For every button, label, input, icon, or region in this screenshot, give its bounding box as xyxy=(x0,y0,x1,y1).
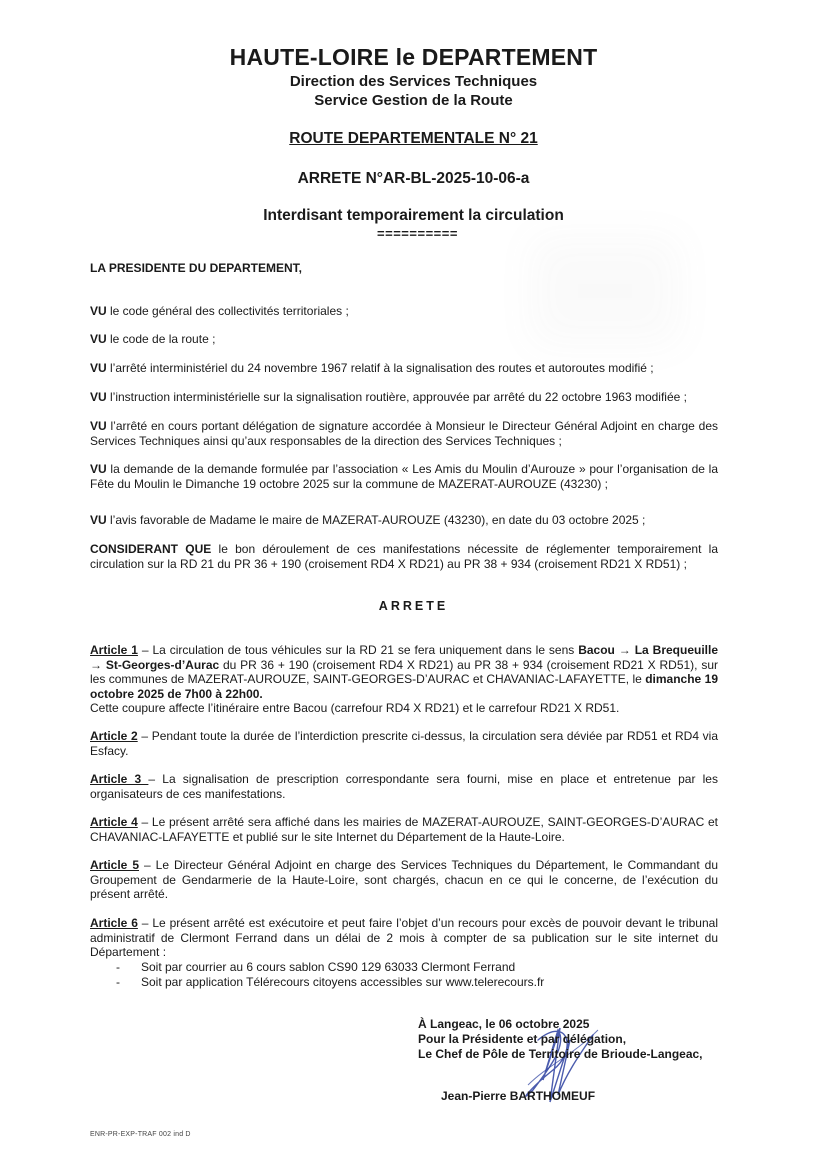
signature-title: Le Chef de Pôle de Territoire de Brioude-Langeac, xyxy=(418,1047,703,1061)
article-6: Article 6 – Le présent arrêté est exécutoire et peut faire l’objet d’un recours pour excès de pouvoir devant le tribunal administratif de Clermont Ferrand dans un délai de 2 mois à compter de sa publication sur le site internet du Département : xyxy=(90,916,718,960)
vu-paragraph: VU le code de la route ; xyxy=(90,332,216,346)
title-separator: ========== xyxy=(377,226,458,241)
signature-place-date: À Langeac, le 06 octobre 2025 xyxy=(418,1017,590,1031)
vu-paragraph: VU l’arrêté interministériel du 24 novembre 1967 relatif à la signalisation des routes et autoroutes modifié ; xyxy=(90,361,654,375)
arrete-heading: ARRETE xyxy=(378,599,449,613)
presidente-heading: LA PRESIDENTE DU DEPARTEMENT, xyxy=(90,261,303,275)
vu-paragraph: VU l’arrêté en cours portant délégation de signature accordée à Monsieur le Directeur Général Adjoint en charge des Services Techniques ainsi qu’aux responsables de la direction des Services Techniques ; xyxy=(90,419,718,448)
service-name: Service Gestion de la Route xyxy=(314,92,513,109)
list-item: - Soit par application Télérecours citoyens accessibles sur www.telerecours.fr xyxy=(116,974,545,989)
article-1: Article 1 – La circulation de tous véhicules sur la RD 21 se fera uniquement dans le sens Bacou → La Brequeuille → St-Georges-d’Aurac du PR 36 + 190 (croisement RD4 X RD21) au PR 38 + 934 (croisement RD21 X RD51), sur les communes de MAZERAT-AUROUZE, SAINT-GEORGES-D’AURAC et CHAVANIAC-LAFAYETTE, le dimanche 19 octobre 2025 de 7h00 à 22h00. Cette coupure affecte l’itinéraire entre Bacou (carrefour RD4 X RD21) et le carrefour RD21 X RD51. xyxy=(90,643,718,716)
signatory-name: Jean-Pierre BARTHOMEUF xyxy=(441,1089,596,1103)
document-reference: ENR-PR-EXP-TRAF 002 ind D xyxy=(90,1131,191,1138)
vu-paragraph: VU la demande de la demande formulée par l’association « Les Amis du Moulin d’Aurouze » pour l’organisation de la Fête du Moulin le Dimanche 19 octobre 2025 sur la commune de MAZERAT-AUROUZE (43230) ; xyxy=(90,462,718,491)
vu-paragraph: VU l’instruction interministérielle sur la signalisation routière, approuvée par arrêté du 22 octobre 1963 modifiée ; xyxy=(90,390,687,404)
arrete-number: ARRETE N°AR-BL-2025-10-06-a xyxy=(297,170,530,187)
scan-shadow xyxy=(530,236,680,346)
article-4: Article 4 – Le présent arrêté sera affiché dans les mairies de MAZERAT-AUROUZE, SAINT-GEORGES-D’AURAC et CHAVANIAC-LAFAYETTE et publié sur le site Internet du Département de la Haute-Loire. xyxy=(90,815,719,844)
vu-paragraph: VU le code général des collectivités territoriales ; xyxy=(90,304,349,318)
considerant-paragraph: CONSIDERANT QUE le bon déroulement de ces manifestations nécessite de réglementer temporairement la circulation sur la RD 21 du PR 36 + 190 (croisement RD4 X RD21) au PR 38 + 934 (croisement RD21 X RD51) ; xyxy=(90,542,718,571)
arrete-object: Interdisant temporairement la circulation xyxy=(263,207,564,224)
article-5: Article 5 – Le Directeur Général Adjoint en charge des Services Techniques du Département, le Commandant du Groupement de Gendarmerie de la Haute-Loire, sont chargés, chacun en ce qui le concerne, de l’exécution du présent arrêté. xyxy=(90,858,718,902)
route-title: ROUTE DEPARTEMENTALE N° 21 xyxy=(289,130,538,147)
article-2: Article 2 – Pendant toute la durée de l’interdiction prescrite ci-dessus, la circulation sera déviée par RD51 et RD4 via Esfacy. xyxy=(90,729,718,758)
vu-paragraph: VU l’avis favorable de Madame le maire de MAZERAT-AUROUZE (43230), en date du 03 octobre 2025 ; xyxy=(90,513,646,527)
article-3: Article 3 – La signalisation de prescription correspondante sera fourni, mise en place et entretenue par les organisateurs de ces manifestations. xyxy=(90,772,718,801)
recourse-list xyxy=(90,960,718,989)
list-item: - Soit par courrier au 6 cours sablon CS90 129 63033 Clermont Ferrand xyxy=(116,960,516,974)
department-title: HAUTE-LOIRE le DEPARTEMENT xyxy=(229,44,598,70)
signature-delegation: Pour la Présidente et par délégation, xyxy=(418,1032,627,1046)
direction-name: Direction des Services Techniques xyxy=(289,73,538,90)
